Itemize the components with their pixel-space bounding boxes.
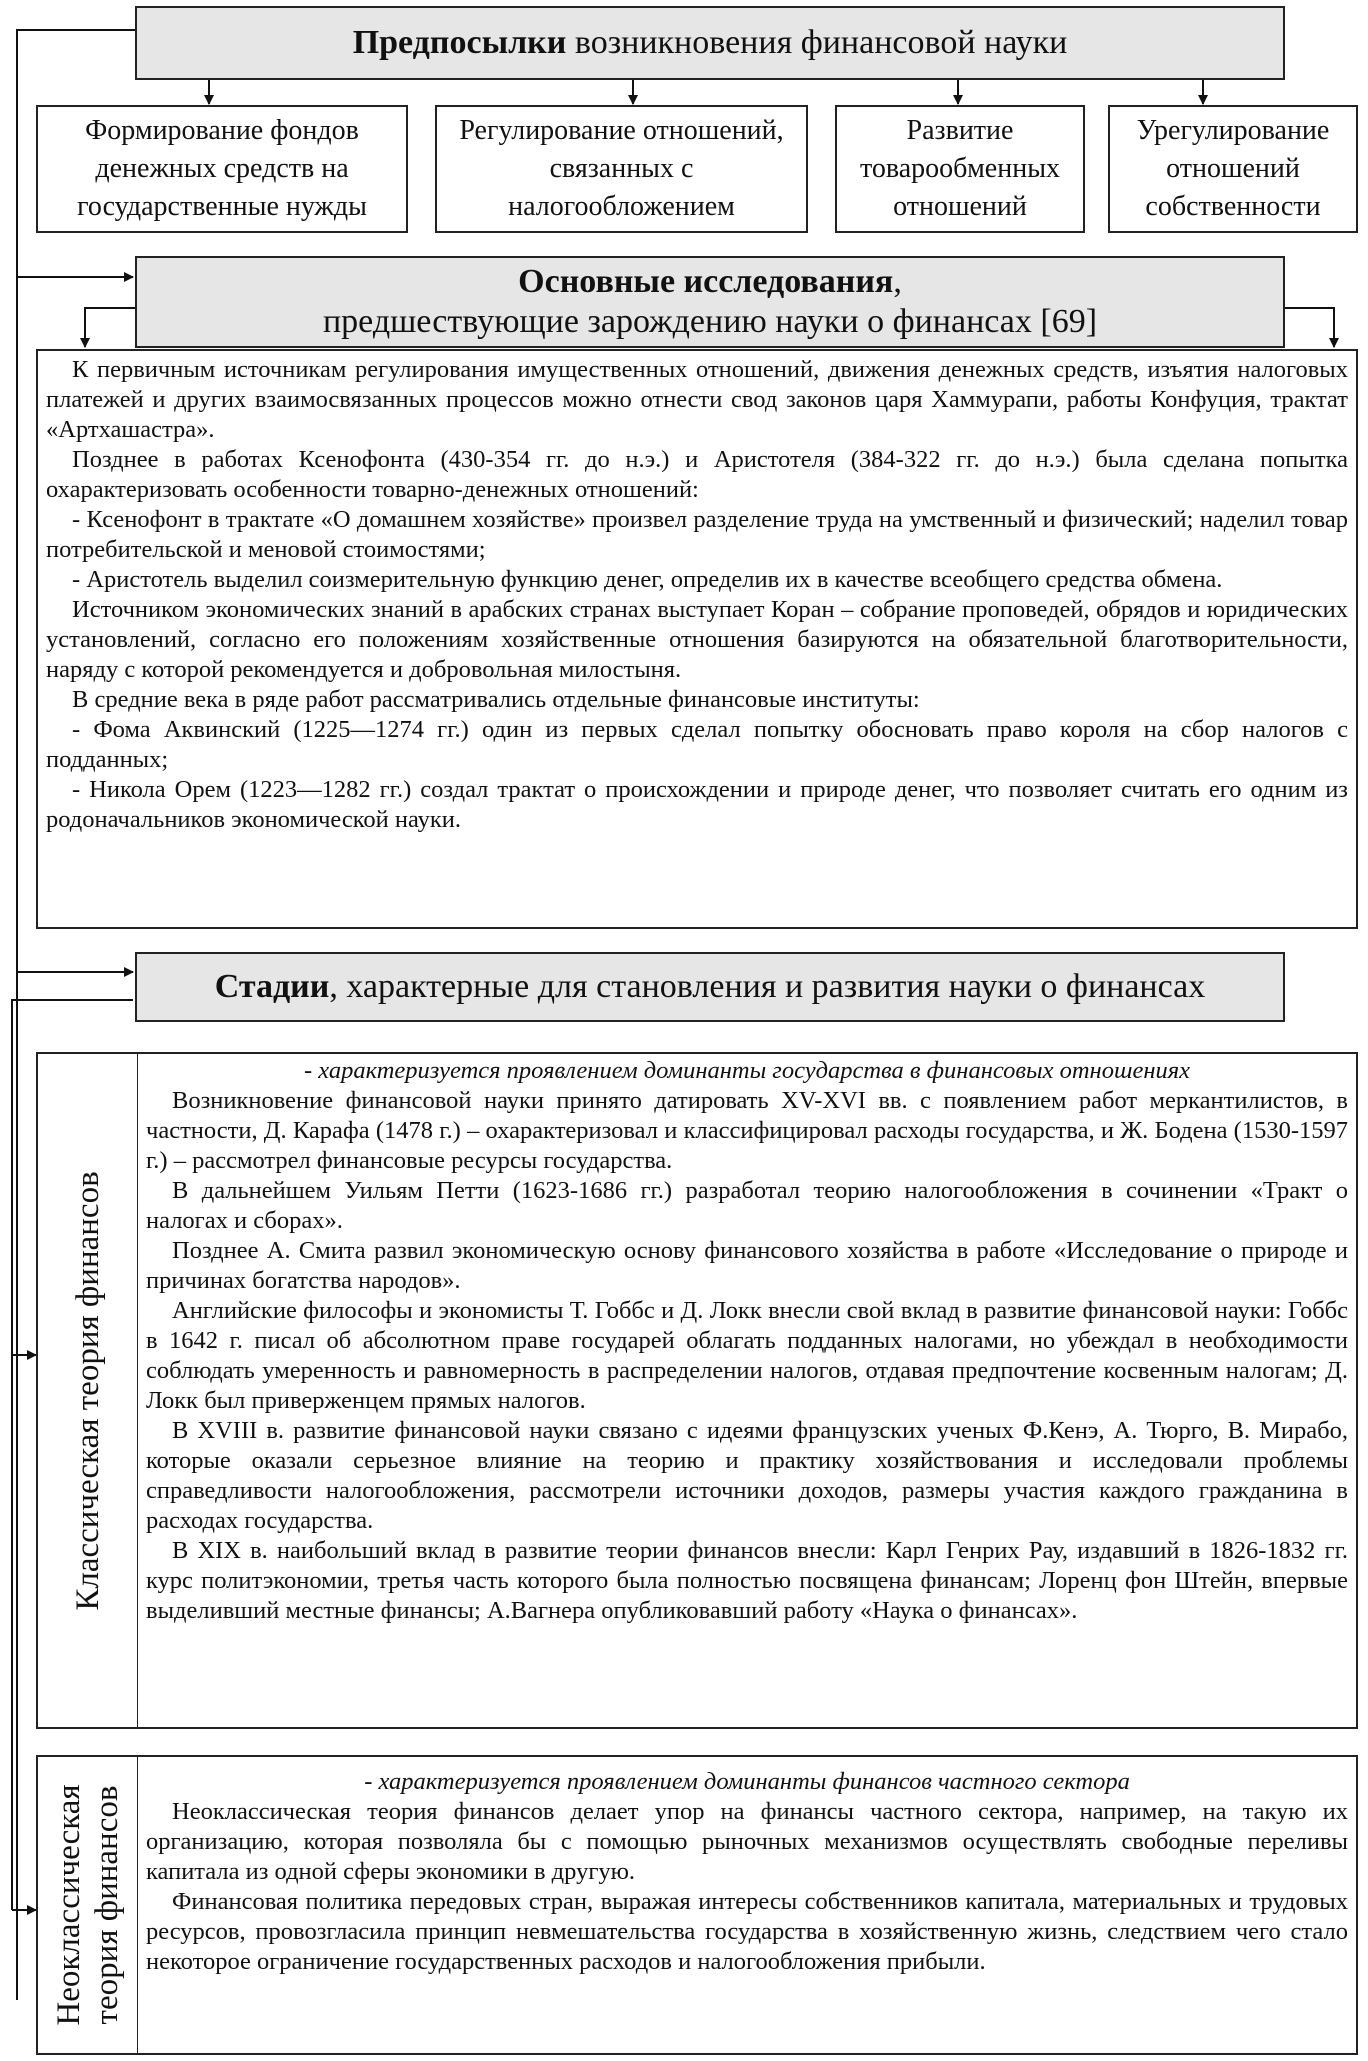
prerequisite-box-exchange: Развитие товарообменных отношений [835, 105, 1085, 233]
stages-title [135, 952, 1285, 1022]
neoclassical-theory-label-text [50, 1784, 126, 2025]
research-title-comma: , [893, 263, 902, 300]
classical-theory-block [36, 1052, 1358, 1729]
research-paragraph: - Аристотель выделил соизмерительную функцию денег, определив их в качестве всеобщего средства обмена. [72, 566, 1223, 593]
prerequisites-title-bold: Предпосылки [352, 24, 567, 61]
classical-paragraph: В XIX в. наибольший вклад в развитие теории финансов внесли: Карл Генрих Рау, издавший в 1826-1832 гг. курс политэкономии, третья часть которого была полностью посвящена финансам; Лоренц фон Штейн, впервые выделивший местные финансы; А.Вагнера опубликовавший работу «Наука о финансах». [146, 1537, 1348, 1624]
research-paragraph: К первичным источникам регулирования имущественных отношений, движения денежных средств, изъятия налоговых платежей и других взаимосвязанных процессов можно отнести свод законов царя Хаммурапи, работы Конфуция, трактат «Артхашастра». [46, 356, 1348, 443]
research-paragraph: - Фома Аквинский (1225—1274 гг.) один из первых сделал попытку обосновать право короля на сбор налогов с подданных; [46, 716, 1348, 773]
classical-theory-text [138, 1054, 1356, 1727]
research-title [135, 256, 1285, 348]
classical-theory-label-text: Классическая теория финансов [69, 1170, 106, 1611]
prerequisite-box-tax-regulation: Регулирование отношений, связанных с налогообложением [435, 105, 808, 233]
arrow-research-right [1284, 308, 1334, 347]
classical-paragraph: Позднее А. Смита развил экономическую основу финансового хозяйства в работе «Исследование о природе и причинах богатства народов». [146, 1237, 1348, 1294]
neoclassical-theory-text [138, 1757, 1356, 2053]
neoclassical-paragraph: Неоклассическая теория финансов делает упор на финансы частного сектора, например, на такую их организацию, которая позволяла бы с помощью рыночных механизмов осуществлять свободные переливы капитала из одной сферы экономики в другую. [146, 1798, 1348, 1885]
neoclassical-label-line1: Неоклассическая [50, 1784, 87, 2026]
neoclassical-theory-label [38, 1757, 138, 2053]
classical-subtitle: - характеризуется проявлением доминанты государства в финансовых отношениях [303, 1057, 1190, 1084]
research-title-bold: Основные исследования [518, 263, 894, 300]
neoclassical-theory-block [36, 1755, 1358, 2055]
classical-paragraph: Возникновение финансовой науки принято датировать XV-XVI вв. с появлением работ меркантилистов, в частности, Д. Карафа (1478 г.) – охарактеризовал и классифицировал расходы государства, и Ж. Бодена (1530-1597 г.) – рассмотрел финансовые ресурсы государства. [146, 1087, 1348, 1174]
research-text [36, 349, 1358, 929]
classical-theory-label [38, 1054, 138, 1727]
prerequisite-box-property: Урегулирование отношений собственности [1108, 105, 1358, 233]
prerequisites-title [135, 6, 1285, 80]
research-paragraph: В средние века в ряде работ рассматривались отдельные финансовые институты: [72, 686, 920, 713]
prerequisites-title-rest: возникновения финансовой науки [566, 24, 1068, 61]
classical-paragraph: В дальнейшем Уильям Петти (1623-1686 гг.) разработал теорию налогообложения в сочинении «Тракт о налогах и сборах». [146, 1177, 1348, 1234]
stages-title-rest: , характерные для становления и развития науки о финансах [329, 968, 1206, 1005]
classical-paragraph: Английские философы и экономисты Т. Гоббс и Д. Локк внесли свой вклад в развитие финансовой науки: Гоббс в 1642 г. писал об абсолютном праве государей облагать подданных налогами, но убеждал в необходимости соблюдать умеренность и равномерность в распределении налогов, отдавая предпочтение косвенным налогам; Д. Локк был приверженцем прямых налогов. [146, 1297, 1348, 1414]
prerequisite-box-funds: Формирование фондов денежных средств на государственные нужды [36, 105, 408, 233]
neoclassical-label-line2: теория финансов [88, 1785, 125, 2025]
arrow-research-left [85, 308, 135, 347]
classical-paragraph: В XVIII в. развитие финансовой науки связано с идеями французских ученых Ф.Кенэ, А. Тюрго, В. Мирабо, которые оказали серьезное влияние на теорию и практику хозяйствования и исследовали проблемы справедливости налогообложения, рассмотрели источники доходов, размеры участия каждого гражданина в расходах государства. [146, 1417, 1348, 1534]
neoclassical-paragraph: Финансовая политика передовых стран, выражая интересы собственников капитала, материальных и трудовых ресурсов, провозгласила принцип невмешательства государства в хозяйственную жизнь, следствием чего стало некоторое ограничение государственных расходов и налогообложения прибыли. [146, 1888, 1348, 1975]
research-paragraph: Позднее в работах Ксенофонта (430-354 гг. до н.э.) и Аристотеля (384-322 гг. до н.э.) была сделана попытка охарактеризовать особенности товарно-денежных отношений: [46, 446, 1348, 503]
neoclassical-subtitle: - характеризуется проявлением доминанты финансов частного сектора [364, 1768, 1130, 1795]
research-paragraph: - Никола Орем (1223—1282 гг.) создал трактат о происхождении и природе денег, что позволяет считать его одним из родоначальников экономической науки. [46, 776, 1348, 833]
stages-title-bold: Стадии [214, 968, 330, 1005]
research-paragraph: Источником экономических знаний в арабских странах выступает Коран – собрание проповедей, обрядов и юридических установлений, согласно его положениям хозяйственные отношения базируются на обязательной благотворительности, наряду с которой рекомендуется и добровольная милостыня. [46, 596, 1348, 683]
research-title-line2: предшествующие зарождению науки о финансах [69] [322, 303, 1098, 340]
research-paragraph: - Ксенофонт в трактате «О домашнем хозяйстве» произвел разделение труда на умственный и физический; наделил товар потребительской и меновой стоимостями; [46, 506, 1348, 563]
